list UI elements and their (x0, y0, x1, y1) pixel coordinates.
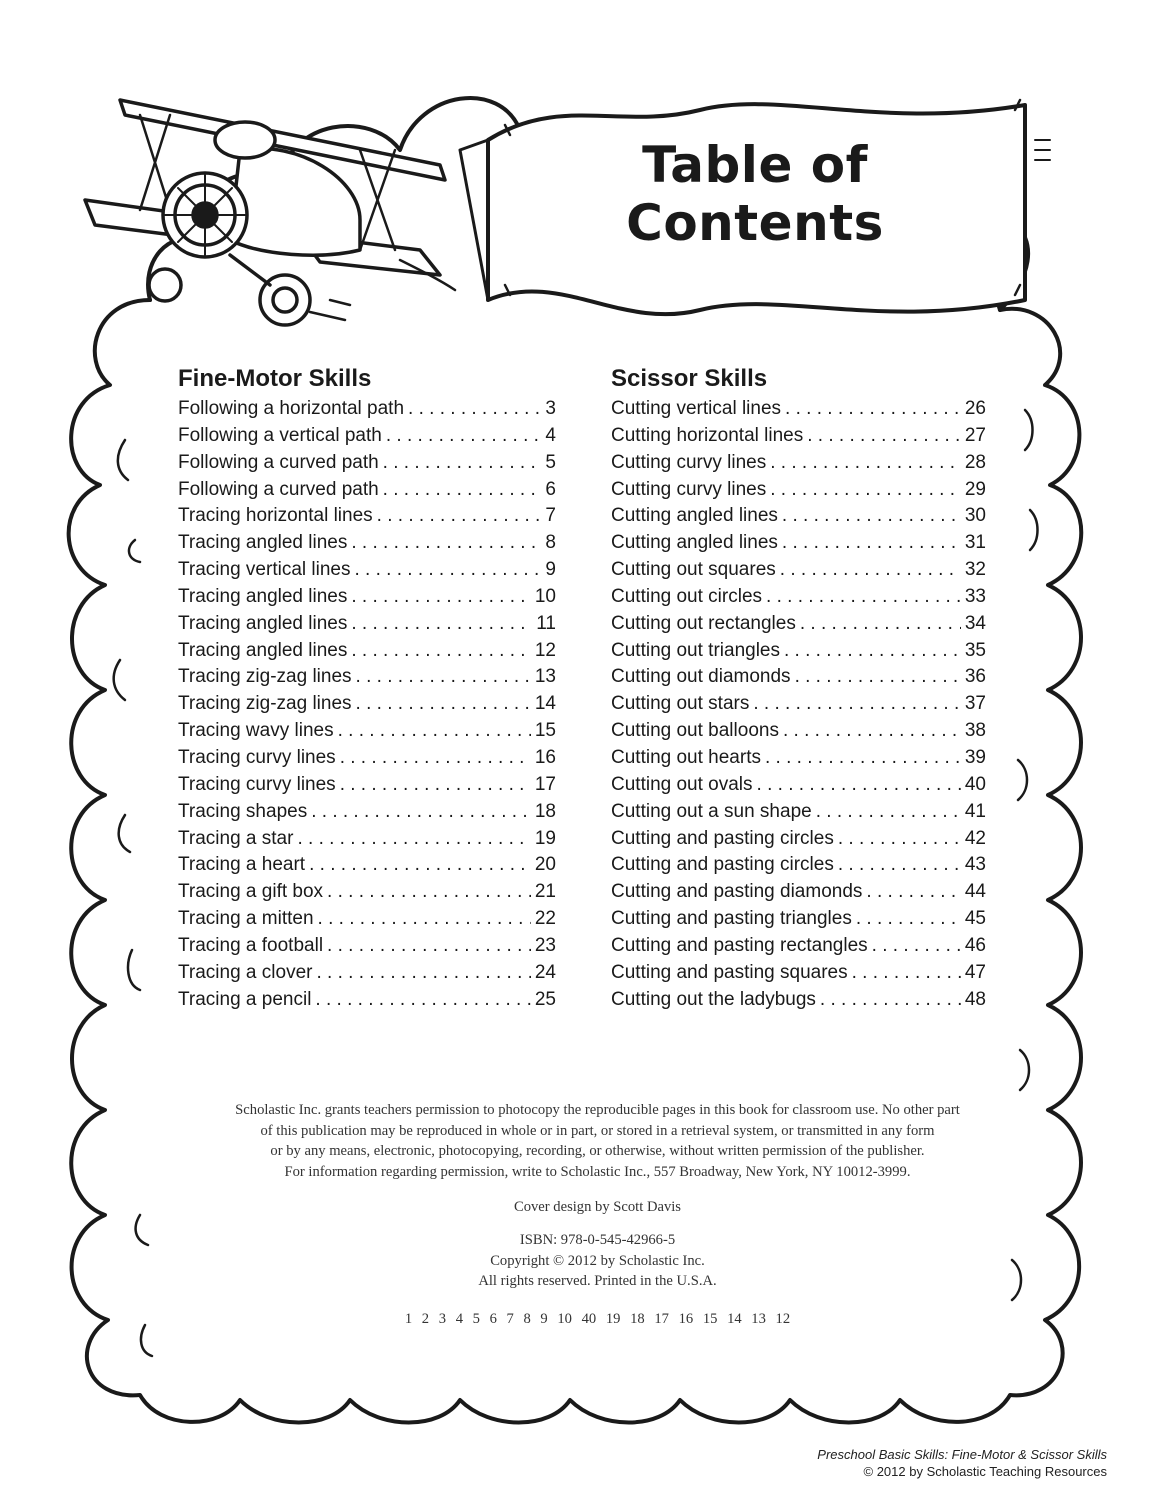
toc-entry-title: Tracing a heart (178, 854, 306, 876)
toc-entry (178, 530, 556, 557)
dot-leader (386, 423, 542, 450)
toc-entry-page: 35 (964, 639, 986, 661)
toc-entry-page: 40 (964, 773, 986, 795)
toc-entry-title: Cutting out hearts (611, 746, 761, 768)
toc-entry-title: Following a curved path (178, 478, 379, 500)
toc-entry-page: 5 (545, 451, 556, 473)
toc-entry (178, 826, 556, 853)
section-fine-motor (178, 364, 556, 1013)
toc-entry (178, 879, 556, 906)
isbn: ISBN: 978-0-545-42966-5 (519, 1232, 676, 1248)
toc-entry-title: Tracing a football (178, 934, 324, 956)
toc-entry-page: 9 (545, 559, 556, 581)
toc-entry-title: Cutting and pasting circles (611, 827, 834, 849)
toc-entry-title: Cutting and pasting squares (611, 961, 848, 983)
toc-entry (178, 557, 556, 584)
toc-entry-title: Following a horizontal path (178, 398, 405, 419)
legal-line: or by any means, electronic, photocopying, recording, or otherwise, without written permission of the publisher. (270, 1143, 925, 1159)
toc-entry-page: 30 (964, 505, 986, 527)
toc-entry-title: Following a curved path (178, 451, 379, 473)
toc-entry-page: 7 (545, 505, 556, 527)
dot-leader (351, 611, 532, 638)
toc-entry-page: 19 (534, 827, 556, 849)
dot-leader (782, 530, 961, 557)
toc-entry (611, 584, 986, 611)
toc-entry (178, 477, 556, 504)
toc-entry (611, 718, 986, 745)
dot-leader (782, 503, 961, 530)
toc-entry-title: Cutting and pasting rectangles (611, 934, 868, 956)
toc-entry (178, 638, 556, 665)
dot-leader (783, 718, 961, 745)
toc-entry (611, 879, 986, 906)
dot-leader (838, 826, 961, 853)
toc-entry-title: Cutting curvy lines (611, 451, 767, 473)
cover-credit: Cover design by Scott Davis (513, 1199, 681, 1215)
toc-entry-title: Tracing a star (178, 827, 294, 849)
toc-entry-title: Cutting angled lines (611, 505, 778, 527)
toc-list (178, 396, 556, 1013)
toc-entry (611, 745, 986, 772)
toc-entry (611, 960, 986, 987)
toc-entry-page: 12 (534, 639, 556, 661)
toc-entry-page: 8 (545, 532, 556, 554)
dot-leader (800, 611, 961, 638)
dot-leader (356, 691, 531, 718)
dot-leader (770, 477, 961, 504)
toc-entry (178, 906, 556, 933)
toc-entry-title: Cutting out the ladybugs (611, 988, 816, 1010)
toc-entry-title: Cutting out diamonds (611, 666, 791, 688)
toc-entry (611, 852, 986, 879)
toc-entry-page: 43 (964, 854, 986, 876)
dot-leader (311, 799, 531, 826)
copyright-line: Copyright © 2012 by Scholastic Inc. (490, 1252, 705, 1269)
toc-entry-page: 20 (534, 854, 556, 876)
toc-entry (178, 450, 556, 477)
dot-leader (816, 799, 961, 826)
toc-entry (178, 396, 556, 423)
toc-entry (178, 799, 556, 826)
dot-leader (351, 530, 541, 557)
toc-entry-page: 25 (534, 988, 556, 1010)
toc-entry-title: Cutting and pasting triangles (611, 908, 852, 930)
dot-leader (770, 450, 961, 477)
dot-leader (408, 396, 541, 423)
dot-leader (351, 584, 531, 611)
toc-entry-page: 29 (964, 478, 986, 500)
legal-line: For information regarding permission, write to Scholastic Inc., 557 Broadway, New York, NY 10012-3999. (284, 1163, 911, 1180)
toc-entry-title: Cutting out squares (611, 559, 776, 581)
toc-entry-title: Tracing a clover (178, 961, 313, 983)
dot-leader (807, 423, 961, 450)
dot-leader (383, 477, 542, 504)
toc-entry-title: Cutting curvy lines (611, 478, 767, 500)
dot-leader (327, 879, 531, 906)
dot-leader (866, 879, 960, 906)
dot-leader (856, 906, 961, 933)
publication-info (160, 1230, 1035, 1292)
dot-leader (765, 745, 961, 772)
toc-entry (178, 423, 556, 450)
toc-entry (611, 906, 986, 933)
toc-entry-page: 39 (964, 746, 986, 768)
toc-entry (611, 503, 986, 530)
toc-entry (178, 664, 556, 691)
toc-entry-page: 32 (964, 559, 986, 581)
dot-leader (795, 664, 961, 691)
toc-entry-title: Tracing curvy lines (178, 773, 336, 795)
dot-leader (820, 987, 961, 1014)
toc-entry-title: Tracing curvy lines (178, 746, 336, 768)
toc-entry-page: 48 (964, 988, 986, 1010)
toc-entry-page: 31 (964, 532, 986, 554)
toc-entry-page: 36 (964, 666, 986, 688)
toc-entry-title: Cutting and pasting diamonds (611, 881, 863, 903)
toc-entry (611, 691, 986, 718)
toc-entry-title: Tracing a mitten (178, 908, 314, 930)
dot-leader (340, 745, 531, 772)
toc-entry-page: 13 (534, 666, 556, 688)
toc-entry-title: Cutting horizontal lines (611, 424, 804, 446)
toc-entry-title: Tracing zig-zag lines (178, 666, 352, 688)
toc-entry (611, 638, 986, 665)
toc-entry-page: 45 (964, 908, 986, 930)
toc-entry (611, 396, 986, 423)
dot-leader (872, 933, 961, 960)
toc-entry-title: Tracing zig-zag lines (178, 693, 352, 715)
dot-leader (852, 960, 961, 987)
toc-entry-title: Tracing angled lines (178, 585, 348, 607)
toc-entry (611, 933, 986, 960)
legal-line: of this publication may be reproduced in whole or in part, or stored in a retrieval system, or transmitted in any form (260, 1122, 935, 1139)
toc-entry-title: Cutting out a sun shape (611, 800, 812, 822)
dot-leader (356, 664, 531, 691)
toc-entry (611, 530, 986, 557)
toc-entry-page: 18 (534, 800, 556, 822)
toc-entry (611, 423, 986, 450)
toc-entry (611, 799, 986, 826)
toc-entry-page: 46 (964, 934, 986, 956)
dot-leader (354, 557, 541, 584)
toc-entry-page: 22 (534, 908, 556, 930)
rights-line: All rights reserved. Printed in the U.S.A. (478, 1273, 717, 1289)
toc-entry-title: Cutting out balloons (611, 720, 779, 742)
toc-entry (178, 745, 556, 772)
toc-entry-page: 6 (545, 478, 556, 500)
toc-entry-page: 41 (964, 800, 986, 822)
toc-entry-title: Cutting out circles (611, 585, 763, 607)
toc-entry-title: Cutting and pasting circles (611, 854, 834, 876)
section-scissor (611, 364, 986, 1013)
toc-entry-title: Tracing angled lines (178, 612, 348, 634)
toc-entry-title: Cutting out rectangles (611, 612, 796, 634)
dot-leader (297, 826, 530, 853)
toc-entry-page: 27 (964, 424, 986, 446)
toc-entry (611, 611, 986, 638)
toc-entry (178, 718, 556, 745)
toc-entry (178, 691, 556, 718)
dot-leader (838, 852, 961, 879)
toc-entry-page: 44 (964, 881, 986, 903)
page-title: Table of Contents (626, 136, 884, 252)
toc-entry-page: 11 (536, 612, 556, 634)
toc-entry-title: Cutting angled lines (611, 532, 778, 554)
toc-entry (611, 477, 986, 504)
toc-entry-page: 17 (534, 773, 556, 795)
dot-leader (780, 557, 961, 584)
toc-entry-title: Tracing vertical lines (178, 559, 351, 581)
toc-entry-page: 21 (534, 881, 556, 903)
toc-entry-page: 37 (964, 693, 986, 715)
section-heading: Scissor Skills (611, 365, 768, 392)
toc-entry-title: Tracing shapes (178, 800, 308, 822)
legal-line: Scholastic Inc. grants teachers permission to photocopy the reproducible pages in this book for classroom use. No other part (235, 1102, 960, 1118)
toc-entry-page: 26 (964, 398, 986, 419)
toc-entry-title: Tracing angled lines (178, 639, 348, 661)
permission-notice (160, 1100, 1035, 1182)
toc-entry (178, 584, 556, 611)
toc-entry-page: 28 (964, 451, 986, 473)
dot-leader (316, 960, 530, 987)
footer-copyright: © 2012 by Scholastic Teaching Resources (863, 1464, 1107, 1479)
toc-entry (178, 611, 556, 638)
toc-entry-page: 10 (534, 585, 556, 607)
toc-entry-page: 24 (534, 961, 556, 983)
dot-leader (785, 396, 961, 423)
dot-leader (340, 772, 531, 799)
dot-leader (338, 718, 531, 745)
toc-entry-title: Tracing horizontal lines (178, 505, 373, 527)
toc-entry-page: 14 (534, 693, 556, 715)
dot-leader (757, 772, 961, 799)
toc-entry-title: Tracing wavy lines (178, 720, 334, 742)
toc-entry (178, 503, 556, 530)
dot-leader (351, 638, 531, 665)
toc-entry-title: Tracing a gift box (178, 881, 324, 903)
dot-leader (753, 691, 961, 718)
toc-entry (611, 826, 986, 853)
toc-entry-page: 15 (534, 720, 556, 742)
toc-entry (611, 772, 986, 799)
toc-entry-page: 42 (964, 827, 986, 849)
dot-leader (318, 906, 531, 933)
toc-entry (611, 450, 986, 477)
toc-entry-page: 16 (534, 746, 556, 768)
toc-entry-title: Cutting vertical lines (611, 398, 782, 419)
toc-entry-page: 3 (545, 398, 556, 419)
toc-entry-title: Cutting out stars (611, 693, 750, 715)
page-footer (817, 1446, 1107, 1480)
dot-leader (327, 933, 531, 960)
toc-entry-page: 47 (964, 961, 986, 983)
dot-leader (766, 584, 961, 611)
toc-entry-page: 4 (545, 424, 556, 446)
toc-entry-title: Tracing a pencil (178, 988, 312, 1010)
toc-entry (611, 557, 986, 584)
toc-entry-page: 33 (964, 585, 986, 607)
toc-entry-page: 23 (534, 934, 556, 956)
dot-leader (377, 503, 542, 530)
section-heading: Fine-Motor Skills (178, 365, 372, 392)
toc-entry (178, 772, 556, 799)
toc-entry-page: 34 (964, 612, 986, 634)
dot-leader (383, 450, 542, 477)
toc-entry-title: Cutting out ovals (611, 773, 753, 795)
toc-entry (178, 852, 556, 879)
dot-leader (309, 852, 531, 879)
toc-entry (178, 987, 556, 1014)
toc-list (611, 396, 986, 1013)
toc-entry-page: 38 (964, 720, 986, 742)
toc-entry-title: Following a vertical path (178, 424, 382, 446)
toc-entry (178, 933, 556, 960)
print-line: 1 2 3 4 5 6 7 8 9 10 40 19 18 17 16 15 14 13 12 (404, 1311, 791, 1327)
toc-entry (611, 987, 986, 1014)
toc-entry-title: Tracing angled lines (178, 532, 348, 554)
footer-title: Preschool Basic Skills: Fine-Motor & Scissor Skills (817, 1447, 1107, 1462)
toc-entry (178, 960, 556, 987)
toc-entry (611, 664, 986, 691)
dot-leader (784, 638, 961, 665)
dot-leader (315, 987, 530, 1014)
toc-entry-title: Cutting out triangles (611, 639, 780, 661)
